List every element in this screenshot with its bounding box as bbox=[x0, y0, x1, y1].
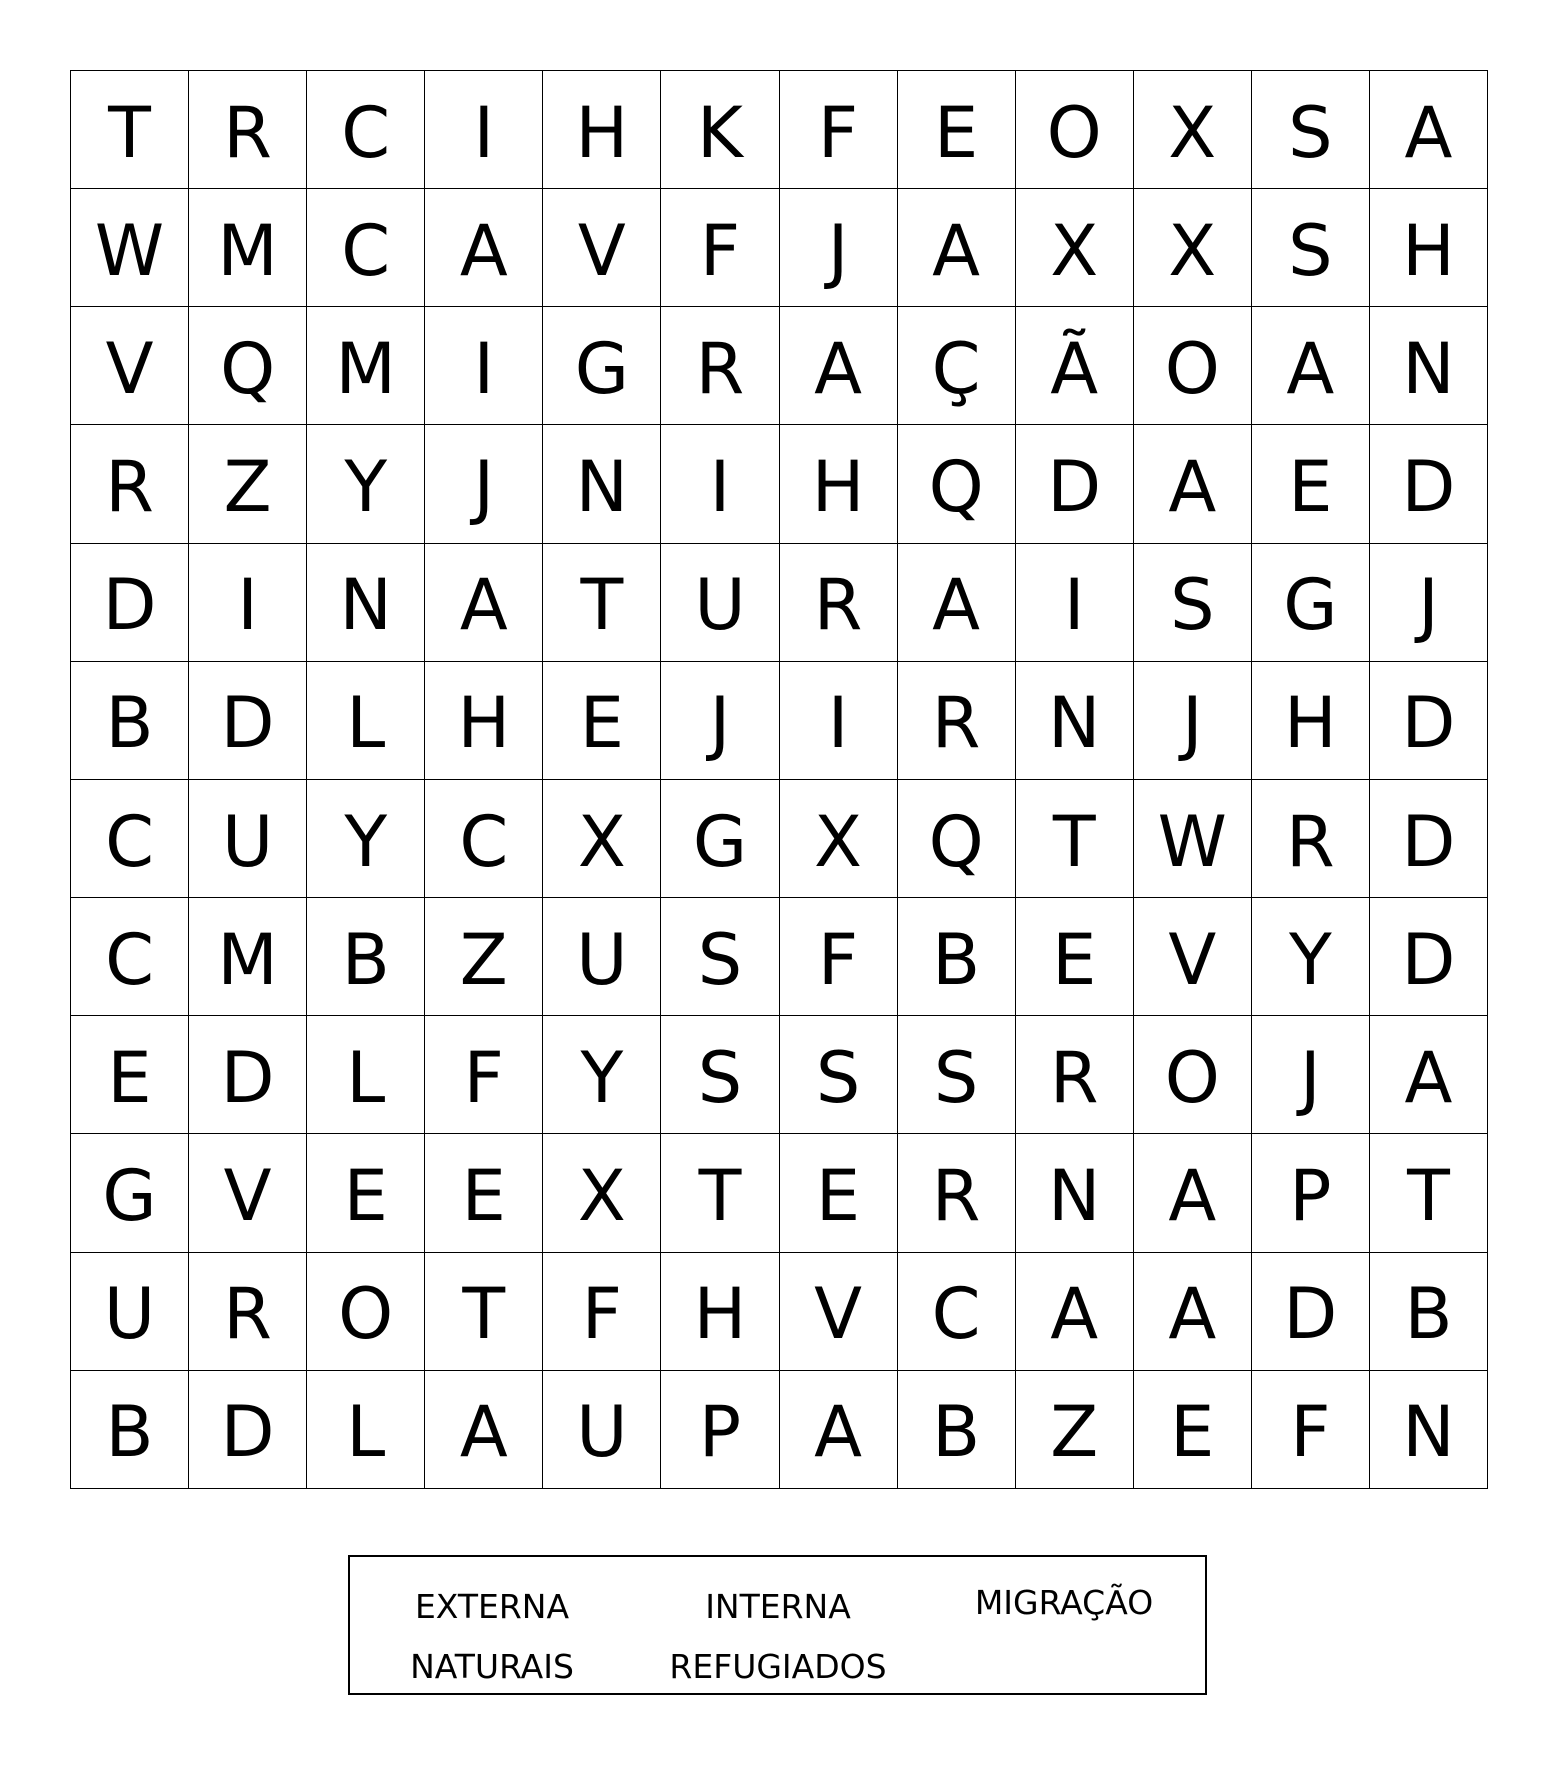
grid-cell-r6-c4[interactable]: H bbox=[425, 662, 543, 780]
grid-cell-r10-c7[interactable]: E bbox=[780, 1134, 898, 1252]
grid-cell-r12-c9[interactable]: Z bbox=[1016, 1371, 1134, 1489]
grid-cell-r12-c2[interactable]: D bbox=[189, 1371, 307, 1489]
grid-cell-r5-c3[interactable]: N bbox=[307, 544, 425, 662]
grid-cell-r3-c2[interactable]: Q bbox=[189, 307, 307, 425]
grid-cell-r9-c2[interactable]: D bbox=[189, 1016, 307, 1134]
grid-cell-r11-c3[interactable]: O bbox=[307, 1253, 425, 1371]
word-migracao: MIGRAÇÃO bbox=[974, 1583, 1154, 1622]
grid-cell-r9-c3[interactable]: L bbox=[307, 1016, 425, 1134]
grid-cell-r3-c3[interactable]: M bbox=[307, 307, 425, 425]
grid-cell-r1-c9[interactable]: O bbox=[1016, 71, 1134, 189]
grid-cell-r11-c8[interactable]: C bbox=[898, 1253, 1016, 1371]
grid-cell-r6-c1[interactable]: B bbox=[71, 662, 189, 780]
grid-cell-r7-c4[interactable]: C bbox=[425, 780, 543, 898]
grid-cell-r4-c4[interactable]: J bbox=[425, 425, 543, 543]
grid-cell-r11-c11[interactable]: D bbox=[1252, 1253, 1370, 1371]
grid-cell-r2-c3[interactable]: C bbox=[307, 189, 425, 307]
grid-cell-r12-c5[interactable]: U bbox=[543, 1371, 661, 1489]
grid-cell-r5-c2[interactable]: I bbox=[189, 544, 307, 662]
word-list bbox=[348, 1555, 1207, 1695]
grid-cell-r12-c10[interactable]: E bbox=[1134, 1371, 1252, 1489]
grid-cell-r7-c11[interactable]: R bbox=[1252, 780, 1370, 898]
grid-cell-r1-c12[interactable]: A bbox=[1370, 71, 1488, 189]
word-search-grid bbox=[70, 70, 1488, 1489]
grid-cell-r3-c5[interactable]: G bbox=[543, 307, 661, 425]
grid-cell-r5-c6[interactable]: U bbox=[661, 544, 779, 662]
grid-cell-r1-c3[interactable]: C bbox=[307, 71, 425, 189]
grid-cell-r10-c12[interactable]: T bbox=[1370, 1134, 1488, 1252]
grid-cell-r8-c5[interactable]: U bbox=[543, 898, 661, 1016]
grid-cell-r3-c10[interactable]: O bbox=[1134, 307, 1252, 425]
grid-cell-r6-c8[interactable]: R bbox=[898, 662, 1016, 780]
grid-cell-r8-c2[interactable]: M bbox=[189, 898, 307, 1016]
grid-cell-r8-c8[interactable]: B bbox=[898, 898, 1016, 1016]
grid-cell-r2-c7[interactable]: J bbox=[780, 189, 898, 307]
grid-cell-r2-c9[interactable]: X bbox=[1016, 189, 1134, 307]
grid-cell-r2-c8[interactable]: A bbox=[898, 189, 1016, 307]
grid-cell-r12-c11[interactable]: F bbox=[1252, 1371, 1370, 1489]
grid-cell-r6-c10[interactable]: J bbox=[1134, 662, 1252, 780]
grid-cell-r1-c1[interactable]: T bbox=[71, 71, 189, 189]
grid-cell-r3-c4[interactable]: I bbox=[425, 307, 543, 425]
grid-cell-r11-c7[interactable]: V bbox=[780, 1253, 898, 1371]
grid-cell-r9-c10[interactable]: O bbox=[1134, 1016, 1252, 1134]
word-refugiados: REFUGIADOS bbox=[669, 1647, 887, 1686]
grid-cell-r2-c5[interactable]: V bbox=[543, 189, 661, 307]
grid-cell-r8-c7[interactable]: F bbox=[780, 898, 898, 1016]
grid-cell-r5-c7[interactable]: R bbox=[780, 544, 898, 662]
word-externa: EXTERNA bbox=[414, 1587, 570, 1626]
grid-cell-r3-c1[interactable]: V bbox=[71, 307, 189, 425]
grid-cell-r11-c12[interactable]: B bbox=[1370, 1253, 1488, 1371]
grid-cell-r5-c1[interactable]: D bbox=[71, 544, 189, 662]
grid-cell-r5-c5[interactable]: T bbox=[543, 544, 661, 662]
grid-cell-r1-c10[interactable]: X bbox=[1134, 71, 1252, 189]
word-naturais: NATURAIS bbox=[410, 1647, 574, 1686]
grid-cell-r4-c9[interactable]: D bbox=[1016, 425, 1134, 543]
grid-cell-r1-c2[interactable]: R bbox=[189, 71, 307, 189]
grid-cell-r4-c12[interactable]: D bbox=[1370, 425, 1488, 543]
grid-cell-r12-c3[interactable]: L bbox=[307, 1371, 425, 1489]
grid-cell-r10-c1[interactable]: G bbox=[71, 1134, 189, 1252]
grid-cell-r3-c7[interactable]: A bbox=[780, 307, 898, 425]
grid-cell-r11-c5[interactable]: F bbox=[543, 1253, 661, 1371]
grid-cell-r9-c12[interactable]: A bbox=[1370, 1016, 1488, 1134]
grid-cell-r1-c6[interactable]: K bbox=[661, 71, 779, 189]
grid-cell-r8-c6[interactable]: S bbox=[661, 898, 779, 1016]
grid-cell-r3-c11[interactable]: A bbox=[1252, 307, 1370, 425]
grid-cell-r8-c11[interactable]: Y bbox=[1252, 898, 1370, 1016]
grid-cell-r9-c4[interactable]: F bbox=[425, 1016, 543, 1134]
grid-cell-r7-c6[interactable]: G bbox=[661, 780, 779, 898]
grid-cell-r12-c7[interactable]: A bbox=[780, 1371, 898, 1489]
grid-cell-r3-c8[interactable]: Ç bbox=[898, 307, 1016, 425]
grid-cell-r3-c9[interactable]: Ã bbox=[1016, 307, 1134, 425]
grid-cell-r6-c5[interactable]: E bbox=[543, 662, 661, 780]
grid-cell-r12-c1[interactable]: B bbox=[71, 1371, 189, 1489]
grid-cell-r9-c8[interactable]: S bbox=[898, 1016, 1016, 1134]
grid-cell-r2-c6[interactable]: F bbox=[661, 189, 779, 307]
grid-cell-r6-c11[interactable]: H bbox=[1252, 662, 1370, 780]
grid-cell-r1-c11[interactable]: S bbox=[1252, 71, 1370, 189]
grid-cell-r4-c6[interactable]: I bbox=[661, 425, 779, 543]
grid-cell-r9-c7[interactable]: S bbox=[780, 1016, 898, 1134]
grid-cell-r5-c11[interactable]: G bbox=[1252, 544, 1370, 662]
grid-cell-r4-c2[interactable]: Z bbox=[189, 425, 307, 543]
grid-cell-r12-c6[interactable]: P bbox=[661, 1371, 779, 1489]
grid-cell-r10-c11[interactable]: P bbox=[1252, 1134, 1370, 1252]
grid-cell-r9-c11[interactable]: J bbox=[1252, 1016, 1370, 1134]
grid-cell-r10-c6[interactable]: T bbox=[661, 1134, 779, 1252]
grid-cell-r2-c2[interactable]: M bbox=[189, 189, 307, 307]
grid-cell-r4-c1[interactable]: R bbox=[71, 425, 189, 543]
grid-cell-r10-c8[interactable]: R bbox=[898, 1134, 1016, 1252]
grid-cell-r1-c8[interactable]: E bbox=[898, 71, 1016, 189]
grid-cell-r4-c8[interactable]: Q bbox=[898, 425, 1016, 543]
grid-cell-r10-c9[interactable]: N bbox=[1016, 1134, 1134, 1252]
grid-cell-r2-c11[interactable]: S bbox=[1252, 189, 1370, 307]
grid-cell-r2-c4[interactable]: A bbox=[425, 189, 543, 307]
grid-cell-r4-c10[interactable]: A bbox=[1134, 425, 1252, 543]
grid-cell-r10-c2[interactable]: V bbox=[189, 1134, 307, 1252]
grid-cell-r11-c6[interactable]: H bbox=[661, 1253, 779, 1371]
grid-cell-r5-c4[interactable]: A bbox=[425, 544, 543, 662]
grid-cell-r5-c9[interactable]: I bbox=[1016, 544, 1134, 662]
grid-cell-r6-c6[interactable]: J bbox=[661, 662, 779, 780]
grid-cell-r11-c4[interactable]: T bbox=[425, 1253, 543, 1371]
grid-cell-r4-c3[interactable]: Y bbox=[307, 425, 425, 543]
grid-cell-r1-c4[interactable]: I bbox=[425, 71, 543, 189]
grid-cell-r6-c2[interactable]: D bbox=[189, 662, 307, 780]
grid-cell-r4-c7[interactable]: H bbox=[780, 425, 898, 543]
grid-cell-r3-c12[interactable]: N bbox=[1370, 307, 1488, 425]
grid-cell-r4-c5[interactable]: N bbox=[543, 425, 661, 543]
grid-cell-r9-c5[interactable]: Y bbox=[543, 1016, 661, 1134]
grid-cell-r9-c6[interactable]: S bbox=[661, 1016, 779, 1134]
word-interna: INTERNA bbox=[705, 1587, 851, 1626]
grid-cell-r6-c7[interactable]: I bbox=[780, 662, 898, 780]
grid-cell-r9-c1[interactable]: E bbox=[71, 1016, 189, 1134]
grid-cell-r10-c3[interactable]: E bbox=[307, 1134, 425, 1252]
grid-cell-r11-c10[interactable]: A bbox=[1134, 1253, 1252, 1371]
grid-cell-r5-c8[interactable]: A bbox=[898, 544, 1016, 662]
grid-cell-r2-c12[interactable]: H bbox=[1370, 189, 1488, 307]
grid-cell-r12-c12[interactable]: N bbox=[1370, 1371, 1488, 1489]
grid-cell-r5-c10[interactable]: S bbox=[1134, 544, 1252, 662]
grid-cell-r2-c10[interactable]: X bbox=[1134, 189, 1252, 307]
grid-cell-r7-c1[interactable]: C bbox=[71, 780, 189, 898]
grid-cell-r1-c5[interactable]: H bbox=[543, 71, 661, 189]
grid-cell-r8-c12[interactable]: D bbox=[1370, 898, 1488, 1016]
grid-cell-r11-c9[interactable]: A bbox=[1016, 1253, 1134, 1371]
grid-cell-r8-c1[interactable]: C bbox=[71, 898, 189, 1016]
grid-cell-r10-c4[interactable]: E bbox=[425, 1134, 543, 1252]
grid-cell-r11-c2[interactable]: R bbox=[189, 1253, 307, 1371]
grid-cell-r8-c4[interactable]: Z bbox=[425, 898, 543, 1016]
grid-cell-r1-c7[interactable]: F bbox=[780, 71, 898, 189]
grid-cell-r7-c2[interactable]: U bbox=[189, 780, 307, 898]
grid-cell-r7-c7[interactable]: X bbox=[780, 780, 898, 898]
grid-cell-r6-c9[interactable]: N bbox=[1016, 662, 1134, 780]
grid-cell-r3-c6[interactable]: R bbox=[661, 307, 779, 425]
grid-cell-r7-c9[interactable]: T bbox=[1016, 780, 1134, 898]
grid-cell-r2-c1[interactable]: W bbox=[71, 189, 189, 307]
grid-cell-r7-c12[interactable]: D bbox=[1370, 780, 1488, 898]
grid-cell-r8-c10[interactable]: V bbox=[1134, 898, 1252, 1016]
grid-cell-r4-c11[interactable]: E bbox=[1252, 425, 1370, 543]
grid-cell-r6-c12[interactable]: D bbox=[1370, 662, 1488, 780]
grid-cell-r6-c3[interactable]: L bbox=[307, 662, 425, 780]
grid-cell-r8-c3[interactable]: B bbox=[307, 898, 425, 1016]
grid-cell-r8-c9[interactable]: E bbox=[1016, 898, 1134, 1016]
grid-cell-r10-c10[interactable]: A bbox=[1134, 1134, 1252, 1252]
grid-cell-r7-c10[interactable]: W bbox=[1134, 780, 1252, 898]
grid-cell-r12-c8[interactable]: B bbox=[898, 1371, 1016, 1489]
grid-cell-r12-c4[interactable]: A bbox=[425, 1371, 543, 1489]
grid-cell-r5-c12[interactable]: J bbox=[1370, 544, 1488, 662]
grid-cell-r7-c5[interactable]: X bbox=[543, 780, 661, 898]
grid-cell-r9-c9[interactable]: R bbox=[1016, 1016, 1134, 1134]
grid-cell-r7-c8[interactable]: Q bbox=[898, 780, 1016, 898]
grid-cell-r7-c3[interactable]: Y bbox=[307, 780, 425, 898]
grid-cell-r10-c5[interactable]: X bbox=[543, 1134, 661, 1252]
grid-cell-r11-c1[interactable]: U bbox=[71, 1253, 189, 1371]
